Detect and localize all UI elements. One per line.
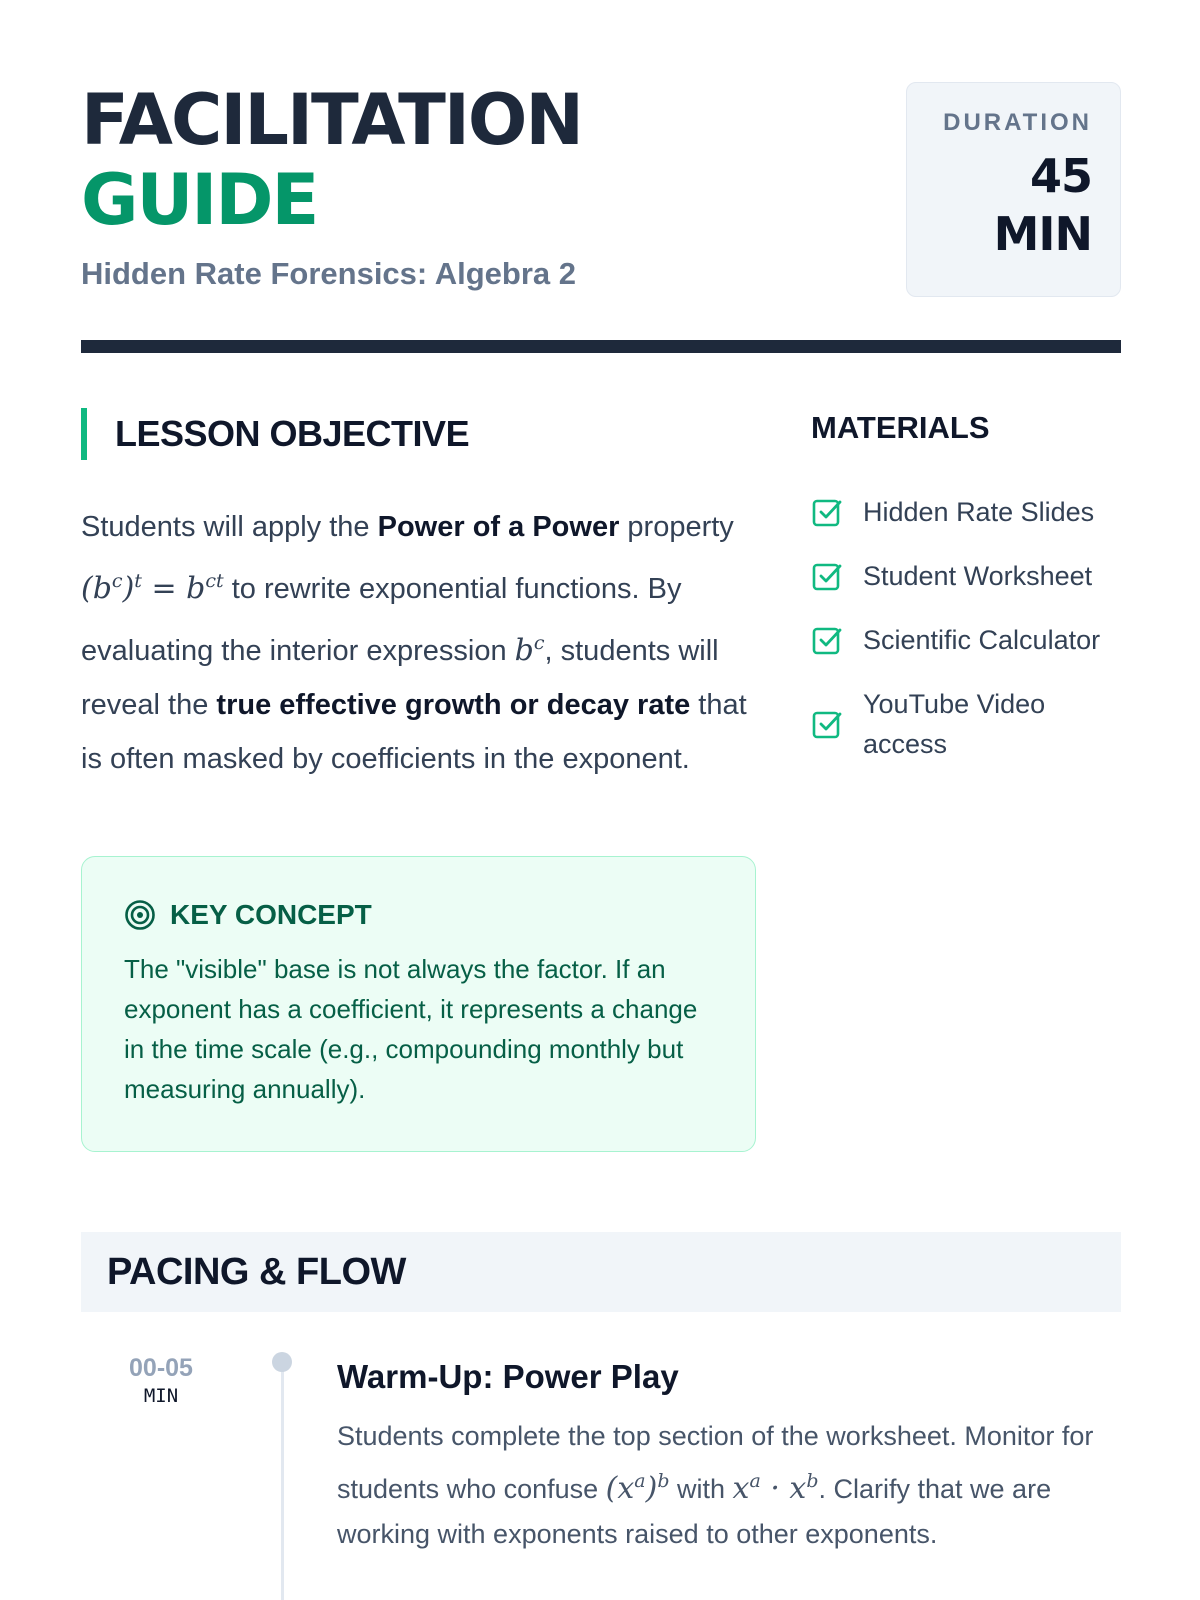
formula-part: ) — [645, 1471, 658, 1506]
step-text-part: with — [669, 1474, 733, 1504]
duration-card — [906, 82, 1121, 297]
power-of-power-expression — [606, 1471, 670, 1506]
checkbox-icon — [811, 560, 843, 592]
timeline-step-description — [337, 1414, 1121, 1557]
formula-exponent: a — [749, 1470, 761, 1492]
objective-emphasis: true effective growth or decay rate — [216, 689, 691, 721]
materials-item-label: Student Worksheet — [863, 561, 1093, 591]
pacing-heading-bar — [81, 1232, 1121, 1312]
lesson-objective-text — [81, 500, 756, 786]
lesson-objective-title: LESSON OBJECTIVE — [115, 413, 470, 454]
timeline-dot — [272, 1352, 292, 1372]
formula-exponent: ct — [205, 570, 224, 592]
materials-item-label: Scientific Calculator — [863, 625, 1101, 655]
key-concept-callout — [81, 856, 756, 1152]
facilitation-guide-page — [81, 0, 1121, 1600]
pacing-title: PACING & FLOW — [107, 1250, 406, 1293]
formula-part: = b — [141, 571, 206, 606]
objective-emphasis: Power of a Power — [377, 511, 620, 543]
checkbox-icon — [811, 496, 843, 528]
duration-number: 45 — [1029, 149, 1092, 203]
timeline-line — [281, 1358, 284, 1600]
header-divider — [81, 340, 1121, 353]
formula-exponent: b — [806, 1470, 819, 1492]
materials-item-label: Hidden Rate Slides — [863, 497, 1095, 527]
key-concept-body: The "visible" base is not always the factor. If an exponent has a coefficient, it represents a change in the time scale (e.g., compounding monthly but measuring annually). — [124, 954, 698, 1104]
objective-text-part: to rewrite exponential functions. By evaluating the interior expression — [81, 573, 682, 667]
checkbox-icon — [811, 708, 843, 740]
materials-title: MATERIALS — [811, 410, 990, 445]
target-icon — [124, 899, 156, 931]
duration-value — [907, 147, 1092, 263]
formula-part: (x — [605, 1471, 635, 1506]
objective-text-part: , students will reveal the — [81, 635, 719, 721]
checkbox-icon — [811, 624, 843, 656]
materials-item — [811, 620, 1131, 660]
power-of-power-formula — [81, 571, 224, 606]
formula-part: x — [732, 1471, 750, 1506]
formula-part: ) — [122, 571, 135, 606]
objective-text-part: that is often masked by coefficients in the exponent. — [81, 689, 747, 775]
materials-item — [811, 492, 1131, 532]
page-title-line-2: GUIDE — [81, 159, 318, 241]
duration-unit: MIN — [993, 207, 1092, 261]
pacing-timeline — [81, 1350, 1121, 1600]
materials-list — [811, 492, 1131, 764]
step-text-part: Students complete the top section of the worksheet. Monitor for students who confuse — [337, 1421, 1094, 1504]
timeline-step — [337, 1358, 1121, 1557]
lesson-objective-section — [81, 408, 756, 786]
formula-exponent: c — [111, 570, 123, 592]
materials-section — [811, 410, 1131, 788]
materials-item — [811, 556, 1131, 596]
formula-exponent: t — [134, 570, 142, 592]
step-text-part: . Clarify that we are working with exponents raised to other exponents. — [337, 1474, 1052, 1549]
key-concept-title: KEY CONCEPT — [170, 899, 372, 930]
objective-text-part: Students will apply the — [81, 511, 378, 543]
timeline-step-title: Warm-Up: Power Play — [337, 1358, 679, 1395]
objective-text-part: property — [619, 511, 734, 543]
page-title-line-1: FACILITATION — [81, 79, 582, 161]
timeline-time-range: 00-05 — [129, 1354, 193, 1382]
timeline-time-unit: MIN — [143, 1385, 179, 1407]
lesson-objective-heading — [81, 408, 756, 460]
header — [81, 80, 1121, 300]
product-of-powers-expression — [733, 1471, 819, 1506]
formula-exponent: b — [657, 1470, 670, 1492]
accent-bar — [81, 408, 87, 460]
formula-exponent: a — [634, 1470, 646, 1492]
formula-part: b — [514, 633, 534, 668]
formula-part: (b — [81, 571, 112, 606]
materials-item-label: YouTube Video access — [863, 689, 1046, 759]
key-concept-header — [124, 899, 715, 931]
interior-expression-formula — [515, 633, 545, 668]
formula-exponent: c — [533, 632, 545, 654]
duration-label: DURATION — [943, 109, 1092, 136]
materials-item — [811, 684, 1131, 764]
page-subtitle: Hidden Rate Forensics: Algebra 2 — [81, 256, 576, 291]
formula-part: · x — [760, 1471, 807, 1506]
timeline-time — [81, 1354, 241, 1407]
